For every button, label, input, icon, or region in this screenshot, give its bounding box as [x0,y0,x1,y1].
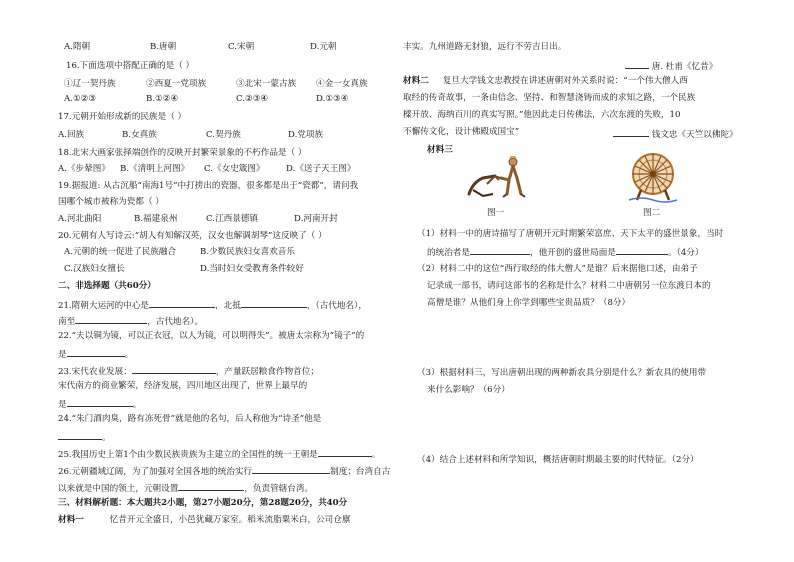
material-2-source [613,127,738,141]
q18-option-b: B.《清明上河图》 [120,164,190,174]
material-2-source-blank[interactable] [613,127,649,137]
q23-text-a: 23.宋代农业发展： [58,367,132,377]
q16-option-b: B.①②④ [146,94,179,104]
q21-text-c: ，（古代地名）， [306,301,367,311]
q21-text-b: ，北抵 [215,301,241,311]
q21-blank-2[interactable] [241,298,307,308]
material-2-text-4: 不懈传文化，设计佛殿成国宝” [403,127,520,137]
sub-question-1-text-a: 的统治者是 [427,248,470,258]
q16-option-a: A.①②③ [64,94,97,104]
sub-question-2-line2: 记录成一部书，请问这部书的名称是什么？材料二中唐朝另一位东渡日本的 [427,281,711,291]
q24-line2 [58,430,111,444]
q26-text-b: 制度；台湾自古 [330,467,391,477]
q19-option-d: D.河南开封 [294,214,338,224]
q20-option-d: D.当时妇女受教育条件较好 [200,264,304,274]
sub-question-3-line2: 来什么影响？（6分） [427,385,510,395]
sub-question-4: （4）结合上述材料和所学知识，概括唐朝时期最主要的时代特征。（2分） [417,455,699,465]
material-2-line1 [403,76,688,87]
q16-option-c: C.②③④ [236,94,269,104]
q26-blank-2[interactable] [178,481,244,491]
q26-blank-1[interactable] [252,464,330,474]
section-3-heading: 三、材料解析题：本大题共2小题，第27小题20分，第28题20分，共40分 [58,498,348,508]
q21-text-a: 21.隋朝大运河的中心是 [58,301,150,311]
curved-plough-illustration [465,154,535,202]
q21-blank-3[interactable] [75,314,147,324]
q23-text-d: 是 [58,400,67,410]
q24-blank[interactable] [58,430,102,440]
water-wheel-illustration [627,150,679,204]
q25-blank[interactable] [318,447,372,457]
q23-blank-1[interactable] [132,364,216,374]
q19-stem-line1: 19.据报道: 从古沉船“南海1号”中打捞出的瓷器，很多都是出于“瓷都”，请问我 [58,181,359,191]
material-1-continued: 丰实。九州道路无豺狼，远行不劳吉日出。 [403,42,567,52]
q19-option-b: B.福建泉州 [134,214,178,224]
q23-line3 [58,397,141,411]
q15-option-c: C.宋朝 [228,42,255,52]
q20-option-a: A.元朝的统一促进了民族融合 [64,247,177,257]
q22-text-a: 是 [58,350,67,360]
q15-option-b: B.唐朝 [150,42,177,52]
q16-option-d: D.①③④ [316,94,349,104]
q20-option-c: C.汉族妇女擅长 [64,264,125,274]
sub-question-1-text-c: 。（4分） [667,248,704,258]
q25-text-b: 。 [371,450,381,460]
left-column [58,0,394,562]
q26-text-a: 26.元朝疆域辽阔，为了加强对全国各地的统治实行 [58,467,253,477]
q26-text-d: ，负责管辖台湾。 [244,484,314,494]
sub-question-3-line1: （3）根据材料三，写出唐朝出现的两种新农具分别是什么？新农具的使用带 [417,368,707,378]
q24-text-end: 。 [102,433,111,443]
q25-line [58,447,380,461]
q25-text-a: 25.我国历史上第1个由少数民族贵族为主建立的全国性的统一王朝是 [58,450,318,460]
q21-line1 [58,298,367,312]
q18-stem: 18.北宋大画家张择端创作的反映开封繁荣景象的不朽作品是（ ） [58,148,307,158]
q22-text-b: 。 [124,350,134,360]
figure-2-caption: 图二 [643,208,661,218]
material-1 [58,515,350,526]
q17-option-c: C.契丹族 [206,130,241,140]
q16-stem: 16.下面选项中搭配正确的是（ ） [66,61,195,71]
q18-option-d: D.《送子天王图》 [286,164,356,174]
q17-option-b: B.女真族 [122,130,157,140]
figure-1-caption: 图一 [487,208,505,218]
q16-item-4: ④金一女真族 [316,79,368,89]
q21-text-d: 南至 [58,317,76,327]
material-3-label: 材料三 [427,145,453,155]
sub-question-1-line1: （1）材料一中的唐诗描写了唐朝开元时期繁荣富庶、天下太平的盛世景象，当时 [417,229,724,239]
q16-item-1: ①辽一契丹族 [64,79,116,89]
material-2-line2: 取经的传奇故事，一条由信念、坚持、和智慧浇铸而成的求知之路，一个民族 [403,93,696,103]
q26-line2 [58,481,313,495]
q22-line2 [58,347,133,361]
sub-question-2-line3: 高僧是谁？从他们身上你学到哪些宝贵品质？（8分） [427,298,631,308]
sub-question-1-blank-1[interactable] [470,245,530,255]
q24-line1: 24.“朱门酒肉臭，路有冻死骨”就是他的名句，后人称他为“诗圣”他是 [58,414,322,424]
q16-item-2: ②西夏一党项族 [146,79,207,89]
q22-blank[interactable] [67,347,125,357]
q17-stem: 17.元朝开始形成新的民族是（ ） [58,112,187,122]
q19-option-c: C.江西景德镇 [206,214,258,224]
section-2-heading: 二、非选择题（共60分） [58,281,156,291]
material-2-source-text: 钱文忠《天竺以佛陀》 [651,130,738,140]
sub-question-1-blank-2[interactable] [616,245,668,255]
material-1-source-text: 唐. 杜甫《忆昔》 [651,62,718,72]
right-column [403,0,771,562]
q17-option-a: A.回族 [58,130,85,140]
q26-line1 [58,464,390,478]
material-1-source [625,59,717,73]
q23-blank-2[interactable] [67,397,133,407]
q26-text-c: 以来就是中国的领土，元朝设置 [58,484,179,494]
material-2-line3: 樑开放、海纳百川的真实写照。”他因此走日传佛法，六次东渡的失败，10 [403,110,681,120]
q22-line1: 22.“夫以铜为镜，可以正衣冠，以人为镜，可以明得失”。被唐太宗称为“镜子”的 [58,331,365,341]
q18-option-c: C.《女史箴图》 [204,164,265,174]
q23-text-b: ，产量跃居粮食作物首位； [215,367,319,377]
q23-line2: 宋代南方的商业繁荣，经济发展，四川地区出现了，世界上最早的 [58,381,308,391]
q19-option-a: A.河北曲阳 [58,214,102,224]
material-2-line4 [403,127,519,138]
q21-text-e: ，古代地名）。 [147,317,204,327]
q16-item-3: ③北宋一蒙古族 [236,79,297,89]
sub-question-1-line2 [427,245,703,259]
material-2-label: 材料二 [403,76,429,86]
material-2-text-1: 复旦大学钱文忠教授在讲述唐朝对外关系时说：“一个伟大僧人西 [442,76,688,86]
q18-option-a: A.《步辇图》 [58,164,110,174]
material-1-label: 材料一 [58,515,84,525]
q21-line2 [58,314,203,328]
q21-blank-1[interactable] [149,298,215,308]
sub-question-1-text-b: ，他开创的盛世局面是 [529,248,616,258]
q20-stem: 20.元朝有人写诗云:“胡人有知解汉英，汉女也解调胡琴”这反映了（ ） [58,231,327,241]
material-1-source-blank[interactable] [625,59,649,69]
sub-question-2-line1: （2）材料二中的这位“西行取经的伟大僧人”是谁？后来据他口述，由弟子 [417,264,698,274]
q15-option-a: A.隋朝 [64,42,91,52]
q17-option-d: D.党项族 [288,130,324,140]
q19-stem-line2: 国哪个城市被称为瓷都（ ） [58,197,164,207]
q15-option-d: D.元朝 [310,42,337,52]
q23-line1 [58,364,319,378]
material-1-text: 忆昔开元全盛日，小邑犹藏万家室。稻米流脂粟米白，公司仓廪 [109,515,351,525]
q23-text-e: 。 [132,400,142,410]
q20-option-b: B.少数民族妇女喜欢音乐 [200,247,295,257]
